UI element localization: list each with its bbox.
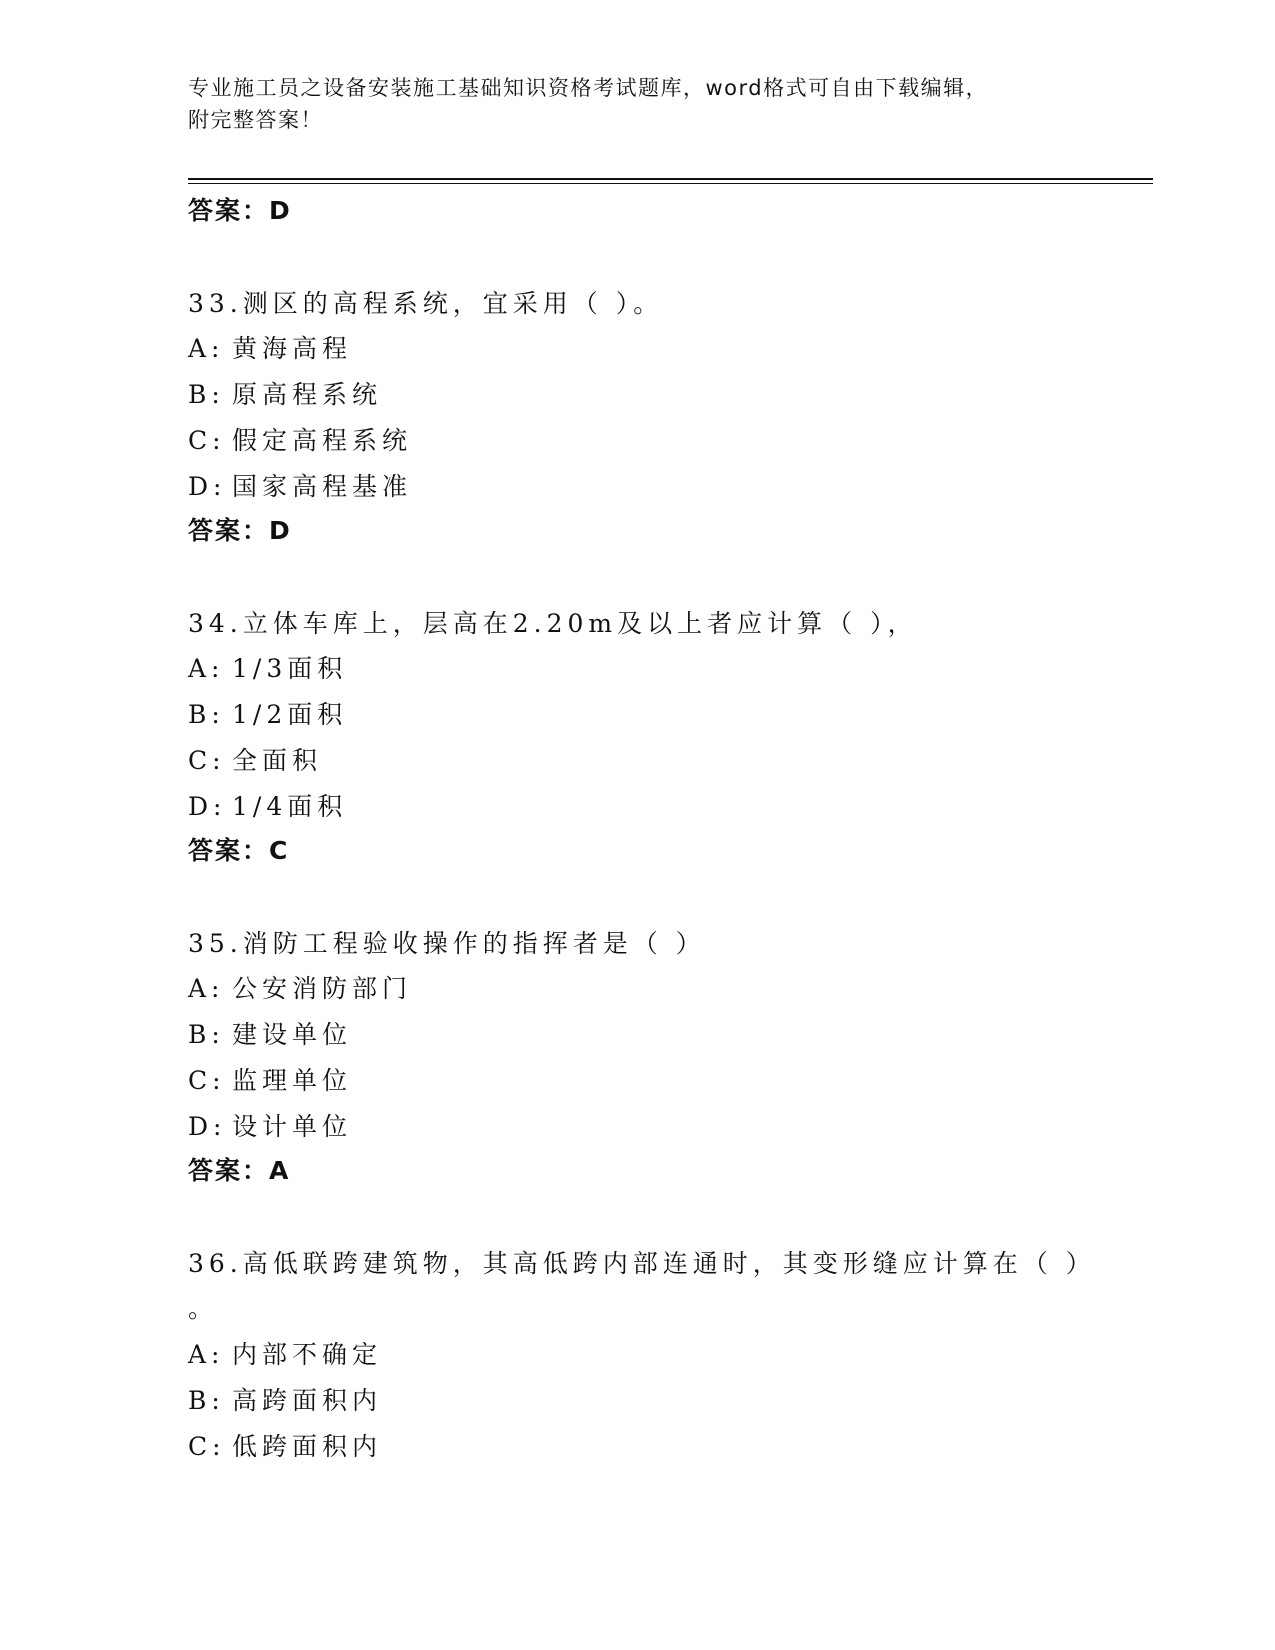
option-text: 黄海高程 bbox=[232, 334, 353, 363]
question-36-text-continuation: 。 bbox=[188, 1294, 219, 1323]
option-letter: C: bbox=[188, 426, 226, 455]
question-33-option-a bbox=[188, 326, 1148, 372]
question-35-option-d bbox=[188, 1104, 1148, 1150]
question-34-option-a bbox=[188, 646, 1148, 692]
option-text: 原高程系统 bbox=[232, 380, 383, 409]
option-letter: D: bbox=[188, 472, 227, 501]
option-text: 内部不确定 bbox=[232, 1340, 383, 1369]
option-letter: D: bbox=[188, 1112, 227, 1141]
question-36-option-a bbox=[188, 1332, 1148, 1378]
option-letter: C: bbox=[188, 1432, 226, 1461]
question-33-text: 33.测区的高程系统，宜采用（ ）。 bbox=[188, 289, 664, 318]
option-text: 国家高程基准 bbox=[232, 472, 413, 501]
header-rule-thin bbox=[188, 183, 1153, 184]
option-letter: B: bbox=[188, 1020, 225, 1049]
question-36-option-c bbox=[188, 1424, 1148, 1470]
question-35-option-c bbox=[188, 1058, 1148, 1104]
option-letter: B: bbox=[188, 700, 225, 729]
question-35-answer: 答案：A bbox=[188, 1156, 291, 1185]
question-33-answer: 答案：D bbox=[188, 516, 292, 545]
answer-line: 答案：D bbox=[188, 196, 292, 225]
option-letter: A: bbox=[188, 974, 225, 1003]
question-34-text: 34.立体车库上，层高在2.20m及以上者应计算（ ）， bbox=[188, 609, 918, 638]
option-text: 高跨面积内 bbox=[232, 1386, 383, 1415]
option-text: 1/4面积 bbox=[232, 792, 348, 821]
option-letter: B: bbox=[188, 1386, 225, 1415]
option-letter: A: bbox=[188, 1340, 225, 1369]
header-line-1: 专业施工员之设备安装施工基础知识资格考试题库，word格式可自由下载编辑， bbox=[188, 76, 989, 100]
option-text: 建设单位 bbox=[232, 1020, 353, 1049]
option-letter: C: bbox=[188, 1066, 226, 1095]
header-rule-thick bbox=[188, 178, 1153, 180]
option-text: 低跨面积内 bbox=[232, 1432, 383, 1461]
question-34-option-c bbox=[188, 738, 1148, 784]
question-34-option-b bbox=[188, 692, 1148, 738]
question-36-option-b bbox=[188, 1378, 1148, 1424]
option-letter: B: bbox=[188, 380, 225, 409]
option-letter: A: bbox=[188, 654, 225, 683]
header-line-2: 附完整答案！ bbox=[188, 108, 323, 132]
option-letter: A: bbox=[188, 334, 225, 363]
question-34-answer: 答案：C bbox=[188, 836, 290, 865]
question-36-text: 36.高低联跨建筑物，其高低跨内部连通时，其变形缝应计算在（ ） bbox=[188, 1249, 1096, 1278]
question-35-option-b bbox=[188, 1012, 1148, 1058]
option-letter: C: bbox=[188, 746, 226, 775]
question-33-option-b bbox=[188, 372, 1148, 418]
option-text: 1/3面积 bbox=[232, 654, 348, 683]
option-text: 公安消防部门 bbox=[232, 974, 413, 1003]
document-header bbox=[188, 72, 1068, 136]
question-33-option-d bbox=[188, 464, 1148, 510]
option-letter: D: bbox=[188, 792, 227, 821]
option-text: 全面积 bbox=[232, 746, 323, 775]
option-text: 1/2面积 bbox=[232, 700, 348, 729]
option-text: 设计单位 bbox=[232, 1112, 353, 1141]
question-34-option-d bbox=[188, 784, 1148, 830]
question-33-option-c bbox=[188, 418, 1148, 464]
question-35-text: 35.消防工程验收操作的指挥者是（ ） bbox=[188, 929, 706, 958]
question-35-option-a bbox=[188, 966, 1148, 1012]
option-text: 假定高程系统 bbox=[232, 426, 413, 455]
question-list bbox=[188, 190, 1148, 1470]
option-text: 监理单位 bbox=[232, 1066, 353, 1095]
